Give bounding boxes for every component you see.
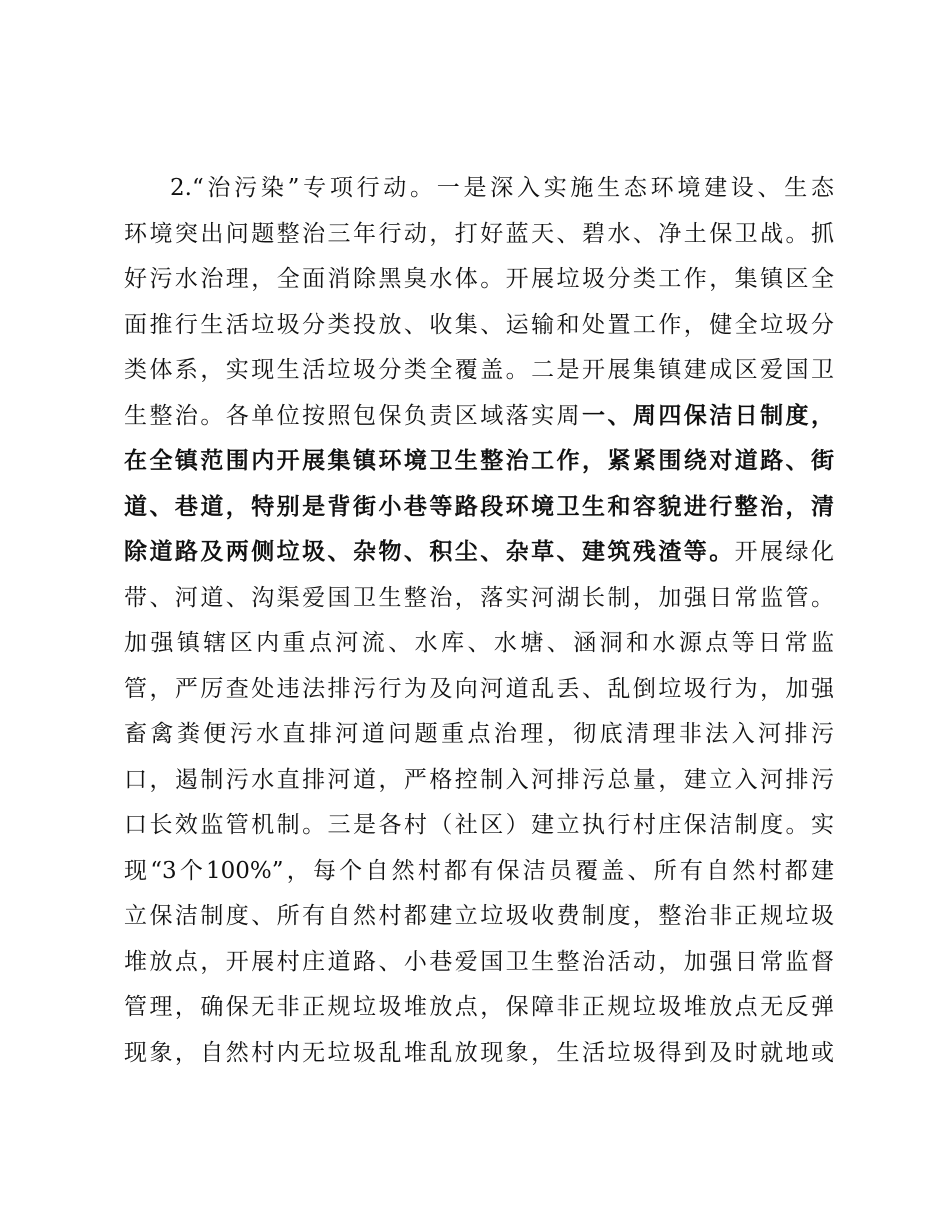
line-text: 面推行生活垃圾分类投放、收集、运输和处置工作，健全垃圾分	[124, 311, 834, 338]
line-text: 现“3个100%”，每个自然村都有保洁员覆盖、所有自然村都建	[124, 857, 834, 884]
line-text-bold: 一、周四保洁日制度，	[582, 402, 835, 429]
text-line	[124, 530, 834, 576]
text-line	[124, 758, 834, 804]
text-line	[124, 1031, 834, 1077]
text-line	[124, 667, 834, 713]
text-line	[124, 439, 834, 485]
line-text: 开展绿化	[734, 539, 835, 565]
line-text: 环境突出问题整治三年行动，打好蓝天、碧水、净土保卫战。抓	[124, 220, 834, 247]
text-line	[124, 712, 834, 758]
line-text: 口，遏制污水直排河道，严格控制入河排污总量，建立入河排污	[124, 766, 834, 793]
text-line	[124, 257, 834, 303]
line-text: 堆放点，开展村庄道路、小巷爱国卫生整治活动，加强日常监督	[124, 948, 834, 975]
line-text: 加强镇辖区内重点河流、水库、水塘、涵洞和水源点等日常监	[124, 630, 834, 656]
line-text: 好污水治理，全面消除黑臭水体。开展垃圾分类工作，集镇区全	[124, 266, 834, 292]
text-line	[124, 849, 834, 895]
line-text: 立保洁制度、所有自然村都建立垃圾收费制度，整治非正规垃圾	[124, 903, 834, 929]
text-line	[124, 803, 834, 849]
text-line	[124, 394, 834, 440]
body-paragraph	[124, 166, 834, 1076]
line-text: 2.“治污染”专项行动。一是深入实施生态环境建设、生态	[170, 175, 834, 201]
text-line	[124, 985, 834, 1031]
line-text: 带、河道、沟渠爱国卫生整治，落实河湖长制，加强日常监管。	[124, 584, 834, 611]
text-line	[124, 576, 834, 622]
line-text: 生整治。各单位按照包保负责区域落实周	[124, 402, 582, 429]
text-line	[124, 212, 834, 258]
line-text-bold: 道、巷道，特别是背街小巷等路段环境卫生和容貌进行整治，清	[124, 493, 834, 520]
line-text-bold: 除道路及两侧垃圾、杂物、积尘、杂草、建筑残渣等。	[124, 539, 735, 565]
line-text: 口长效监管机制。三是各村（社区）建立执行村庄保洁制度。实	[124, 812, 834, 838]
line-text-bold: 在全镇范围内开展集镇环境卫生整治工作，紧紧围绕对道路、街	[124, 448, 834, 474]
text-line	[124, 303, 834, 349]
line-text: 管理，确保无非正规垃圾堆放点，保障非正规垃圾堆放点无反弹	[124, 994, 834, 1020]
text-line	[124, 348, 834, 394]
text-line	[124, 894, 834, 940]
line-text: 类体系，实现生活垃圾分类全覆盖。二是开展集镇建成区爱国卫	[124, 357, 834, 383]
line-text: 现象，自然村内无垃圾乱堆乱放现象，生活垃圾得到及时就地或	[124, 1039, 834, 1066]
text-line	[124, 621, 834, 667]
text-line	[124, 485, 834, 531]
line-text: 畜禽粪便污水直排河道问题重点治理，彻底清理非法入河排污	[124, 721, 834, 747]
line-text: 管，严厉查处违法排污行为及向河道乱丢、乱倒垃圾行为，加强	[124, 675, 834, 702]
text-line	[124, 166, 834, 212]
text-line	[124, 940, 834, 986]
